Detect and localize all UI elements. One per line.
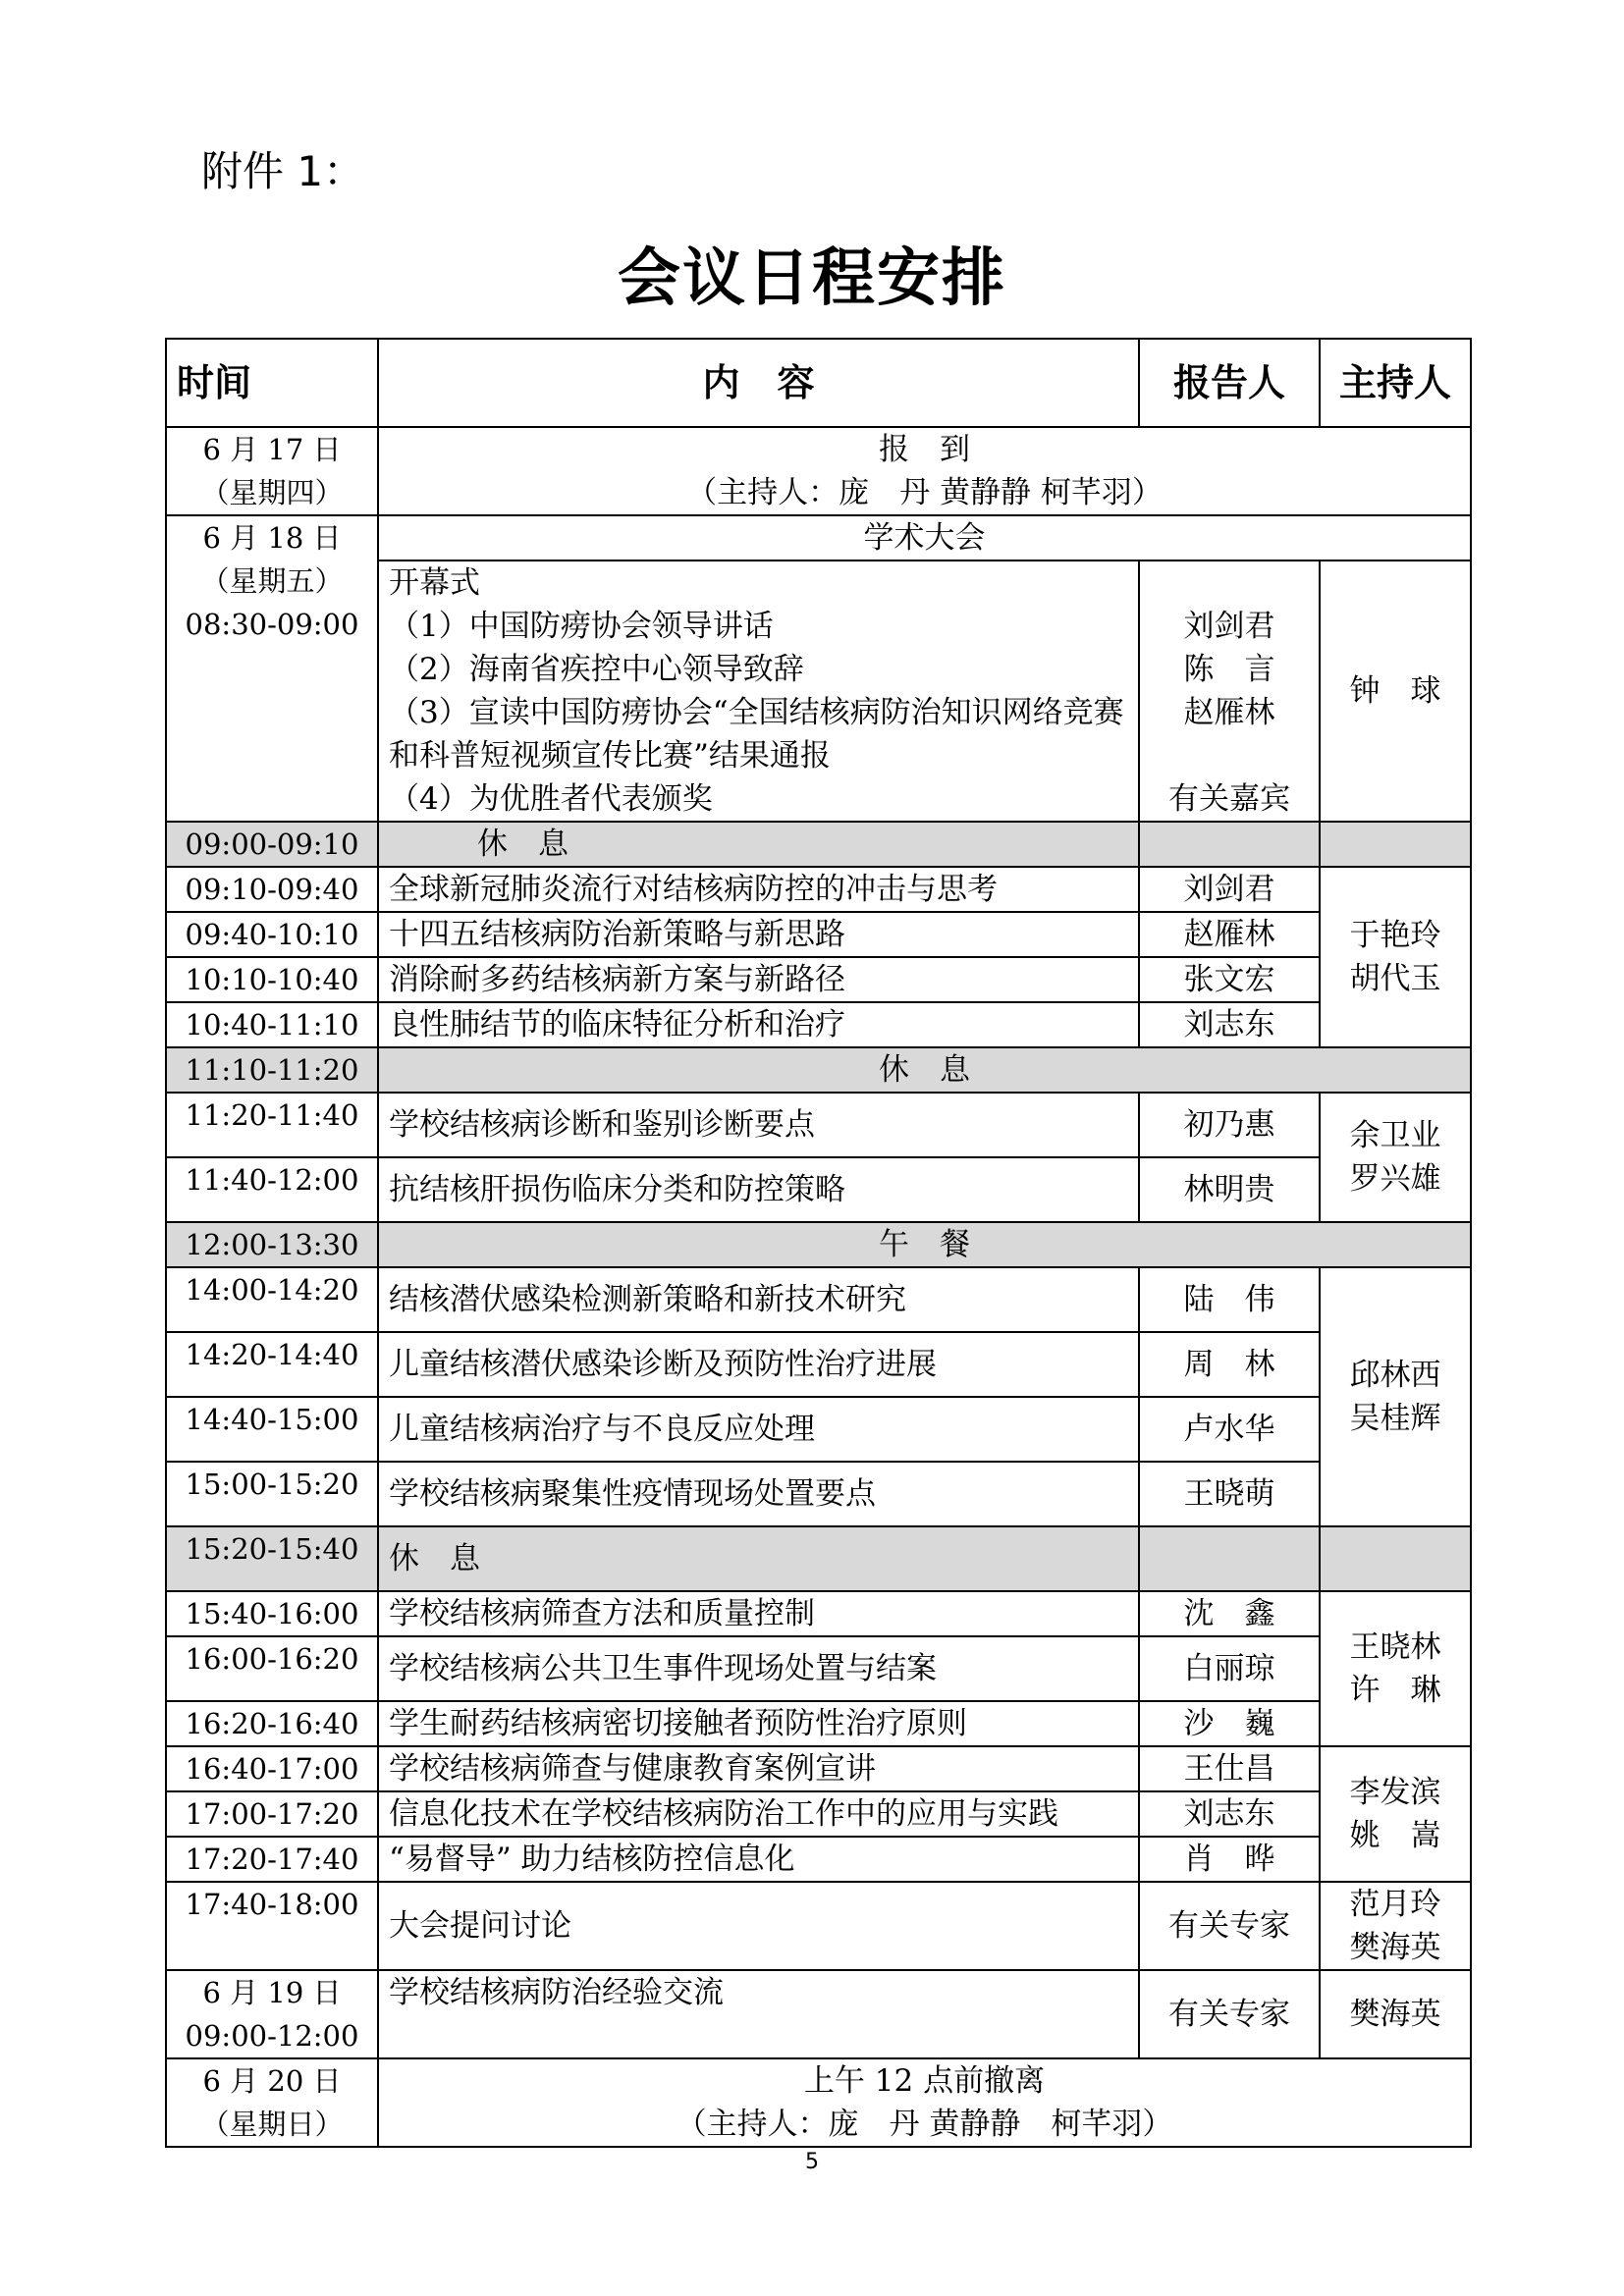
header-content: 内 容 — [378, 339, 1139, 427]
page-number: 5 — [805, 2150, 819, 2174]
table-row — [166, 1093, 1471, 1157]
host-name: 于艳玲 — [1349, 918, 1441, 953]
lunch-time: 12:00-13:30 — [166, 1222, 378, 1267]
day19-time — [166, 1970, 378, 2058]
session-reporter: 白丽琼 — [1139, 1636, 1320, 1701]
day17-content — [378, 427, 1471, 515]
host-name: 罗兴雄 — [1349, 1161, 1441, 1197]
table-row — [166, 1157, 1471, 1222]
session-topic: 良性肺结节的临床特征分析和治疗 — [378, 1002, 1139, 1047]
opening-item-3: （3）宣读中国防痨协会“全国结核病防治知识网络竞赛和科普短视频宣传比赛”结果通报 — [389, 695, 1124, 774]
opening-title: 开幕式 — [389, 565, 480, 601]
session-topic: 学校结核病聚集性疫情现场处置要点 — [378, 1462, 1139, 1526]
host-name: 许 琳 — [1349, 1673, 1441, 1708]
host-name: 吴桂辉 — [1349, 1401, 1441, 1436]
discussion-reporter: 有关专家 — [1139, 1882, 1320, 1970]
table-row — [166, 1591, 1471, 1636]
host-name: 姚 嵩 — [1349, 1818, 1441, 1853]
session-topic: “易督导” 助力结核防控信息化 — [378, 1837, 1139, 1882]
day17-time — [166, 427, 378, 515]
day18-weekday: （星期五） — [200, 564, 344, 598]
session-reporter: 沙 巍 — [1139, 1701, 1320, 1746]
table-row — [166, 1332, 1471, 1397]
session-topic: 消除耐多药结核病新方案与新路径 — [378, 957, 1139, 1002]
host-name: 樊海英 — [1349, 1930, 1441, 1965]
table-row — [166, 1002, 1471, 1047]
session-reporter: 张文宏 — [1139, 957, 1320, 1002]
table-row — [166, 1397, 1471, 1462]
session-topic: 全球新冠肺炎流行对结核病防控的冲击与思考 — [378, 867, 1139, 912]
break2-row — [166, 1047, 1471, 1093]
day19-topic: 学校结核病防治经验交流 — [378, 1970, 1139, 2058]
session-topic: 结核潜伏感染检测新策略和新技术研究 — [378, 1267, 1139, 1332]
opening-reporter-1: 刘剑君 — [1183, 609, 1275, 644]
table-row — [166, 1746, 1471, 1791]
session-time: 16:20-16:40 — [166, 1701, 378, 1746]
session-time: 10:40-11:10 — [166, 1002, 378, 1047]
opening-item-2: （2）海南省疾控中心领导致辞 — [389, 652, 804, 687]
session-reporter: 周 林 — [1139, 1332, 1320, 1397]
day20-row — [166, 2058, 1471, 2147]
table-row — [166, 912, 1471, 957]
session-reporter: 刘志东 — [1139, 1791, 1320, 1837]
discussion-time: 17:40-18:00 — [166, 1882, 378, 1970]
block3-hosts — [1320, 1267, 1471, 1526]
break3-row — [166, 1526, 1471, 1591]
opening-item-1: （1）中国防痨协会领导讲话 — [389, 609, 774, 644]
day20-time — [166, 2058, 378, 2147]
session-time: 14:00-14:20 — [166, 1267, 378, 1332]
session-time: 10:10-10:40 — [166, 957, 378, 1002]
host-name: 邱林西 — [1349, 1358, 1441, 1393]
session-time: 17:20-17:40 — [166, 1837, 378, 1882]
session-reporter: 林明贵 — [1139, 1157, 1320, 1222]
opening-item-4: （4）为优胜者代表颁奖 — [389, 781, 713, 817]
opening-reporter-2: 陈 言 — [1183, 652, 1275, 687]
day18-time — [166, 515, 378, 822]
discussion-hosts — [1320, 1882, 1471, 1970]
session-reporter: 赵雁林 — [1139, 912, 1320, 957]
day19-reporter: 有关专家 — [1139, 1970, 1320, 2058]
break2-time: 11:10-11:20 — [166, 1047, 378, 1093]
day18-opening-time: 08:30-09:00 — [185, 608, 359, 641]
session-reporter: 王仕昌 — [1139, 1746, 1320, 1791]
day18-date: 6 月 18 日 — [202, 521, 342, 555]
table-row — [166, 867, 1471, 912]
session-time: 11:40-12:00 — [166, 1157, 378, 1222]
day17-date: 6 月 17 日 — [202, 433, 342, 466]
break3-time: 15:20-15:40 — [166, 1526, 378, 1591]
break1-label: 休 息 — [378, 822, 1139, 867]
session-time: 15:40-16:00 — [166, 1591, 378, 1636]
block2-hosts — [1320, 1093, 1471, 1222]
discussion-topic: 大会提问讨论 — [378, 1882, 1139, 1970]
page-title: 会议日程安排 — [618, 242, 1006, 315]
break3-label: 休 息 — [378, 1526, 1139, 1591]
session-time: 16:40-17:00 — [166, 1746, 378, 1791]
break2-label: 休 息 — [378, 1047, 1471, 1093]
block5-hosts — [1320, 1746, 1471, 1882]
session-reporter: 刘志东 — [1139, 1002, 1320, 1047]
session-topic: 学校结核病筛查与健康教育案例宣讲 — [378, 1746, 1139, 1791]
lunch-label: 午 餐 — [378, 1222, 1471, 1267]
session-topic: 抗结核肝损伤临床分类和防控策略 — [378, 1157, 1139, 1222]
day17-hosts: （主持人：庞 丹 黄静静 柯芊羽） — [686, 475, 1163, 510]
host-name: 李发滨 — [1349, 1775, 1441, 1810]
lunch-row — [166, 1222, 1471, 1267]
session-topic: 学校结核病筛查方法和质量控制 — [378, 1591, 1139, 1636]
day19-host: 樊海英 — [1320, 1970, 1471, 2058]
schedule-table — [165, 338, 1472, 2148]
discussion-row — [166, 1882, 1471, 1970]
host-name: 余卫业 — [1349, 1118, 1441, 1153]
break1-time: 09:00-09:10 — [166, 822, 378, 867]
table-row — [166, 1267, 1471, 1332]
day17-weekday: （星期四） — [200, 476, 344, 509]
session-topic: 学校结核病公共卫生事件现场处置与结案 — [378, 1636, 1139, 1701]
session-time: 16:00-16:20 — [166, 1636, 378, 1701]
header-row — [166, 339, 1471, 427]
block1-hosts — [1320, 867, 1471, 1047]
day18-header-row — [166, 515, 1471, 561]
session-reporter: 王晓萌 — [1139, 1462, 1320, 1526]
host-name: 范月玲 — [1349, 1887, 1441, 1922]
host-name: 胡代玉 — [1349, 961, 1441, 996]
day20-hosts: （主持人：庞 丹 黄静静 柯芊羽） — [676, 2107, 1173, 2142]
session-time: 15:00-15:20 — [166, 1462, 378, 1526]
table-row — [166, 1837, 1471, 1882]
day20-content — [378, 2058, 1471, 2147]
opening-reporters — [1139, 561, 1320, 822]
break1-row — [166, 822, 1471, 867]
session-topic: 学生耐药结核病密切接触者预防性治疗原则 — [378, 1701, 1139, 1746]
session-reporter: 刘剑君 — [1139, 867, 1320, 912]
day20-date: 6 月 20 日 — [202, 2064, 342, 2098]
day18-title: 学术大会 — [378, 515, 1471, 561]
session-time: 09:40-10:10 — [166, 912, 378, 957]
table-row — [166, 1636, 1471, 1701]
day20-title: 上午 12 点前撤离 — [803, 2063, 1046, 2099]
day19-date: 6 月 19 日 — [202, 1976, 342, 2009]
session-time: 11:20-11:40 — [166, 1093, 378, 1157]
session-topic: 信息化技术在学校结核病防治工作中的应用与实践 — [378, 1791, 1139, 1837]
table-row — [166, 1791, 1471, 1837]
opening-reporter-4: 有关嘉宾 — [1168, 781, 1290, 817]
header-host: 主持人 — [1320, 339, 1471, 427]
day19-row — [166, 1970, 1471, 2058]
opening-host: 钟 球 — [1320, 561, 1471, 822]
session-time: 09:10-09:40 — [166, 867, 378, 912]
session-time: 14:20-14:40 — [166, 1332, 378, 1397]
session-topic: 儿童结核病治疗与不良反应处理 — [378, 1397, 1139, 1462]
header-time: 时间 — [166, 339, 378, 427]
day17-row — [166, 427, 1471, 515]
opening-reporter-3: 赵雁林 — [1183, 695, 1275, 730]
session-reporter: 肖 晔 — [1139, 1837, 1320, 1882]
header-reporter: 报告人 — [1139, 339, 1320, 427]
session-topic: 学校结核病诊断和鉴别诊断要点 — [378, 1093, 1139, 1157]
table-row — [166, 957, 1471, 1002]
opening-content — [378, 561, 1139, 822]
session-reporter: 沈 鑫 — [1139, 1591, 1320, 1636]
table-row — [166, 1701, 1471, 1746]
block4-hosts — [1320, 1591, 1471, 1746]
day17-title: 报 到 — [879, 432, 970, 467]
session-topic: 儿童结核潜伏感染诊断及预防性治疗进展 — [378, 1332, 1139, 1397]
host-name: 王晓林 — [1349, 1629, 1441, 1665]
table-row — [166, 1462, 1471, 1526]
attachment-label: 附件 1： — [201, 147, 365, 195]
session-time: 17:00-17:20 — [166, 1791, 378, 1837]
day19-hours: 09:00-12:00 — [185, 2019, 359, 2053]
session-time: 14:40-15:00 — [166, 1397, 378, 1462]
session-reporter: 卢水华 — [1139, 1397, 1320, 1462]
session-reporter: 陆 伟 — [1139, 1267, 1320, 1332]
session-topic: 十四五结核病防治新策略与新思路 — [378, 912, 1139, 957]
day20-weekday: （星期日） — [200, 2108, 344, 2141]
session-reporter: 初乃惠 — [1139, 1093, 1320, 1157]
